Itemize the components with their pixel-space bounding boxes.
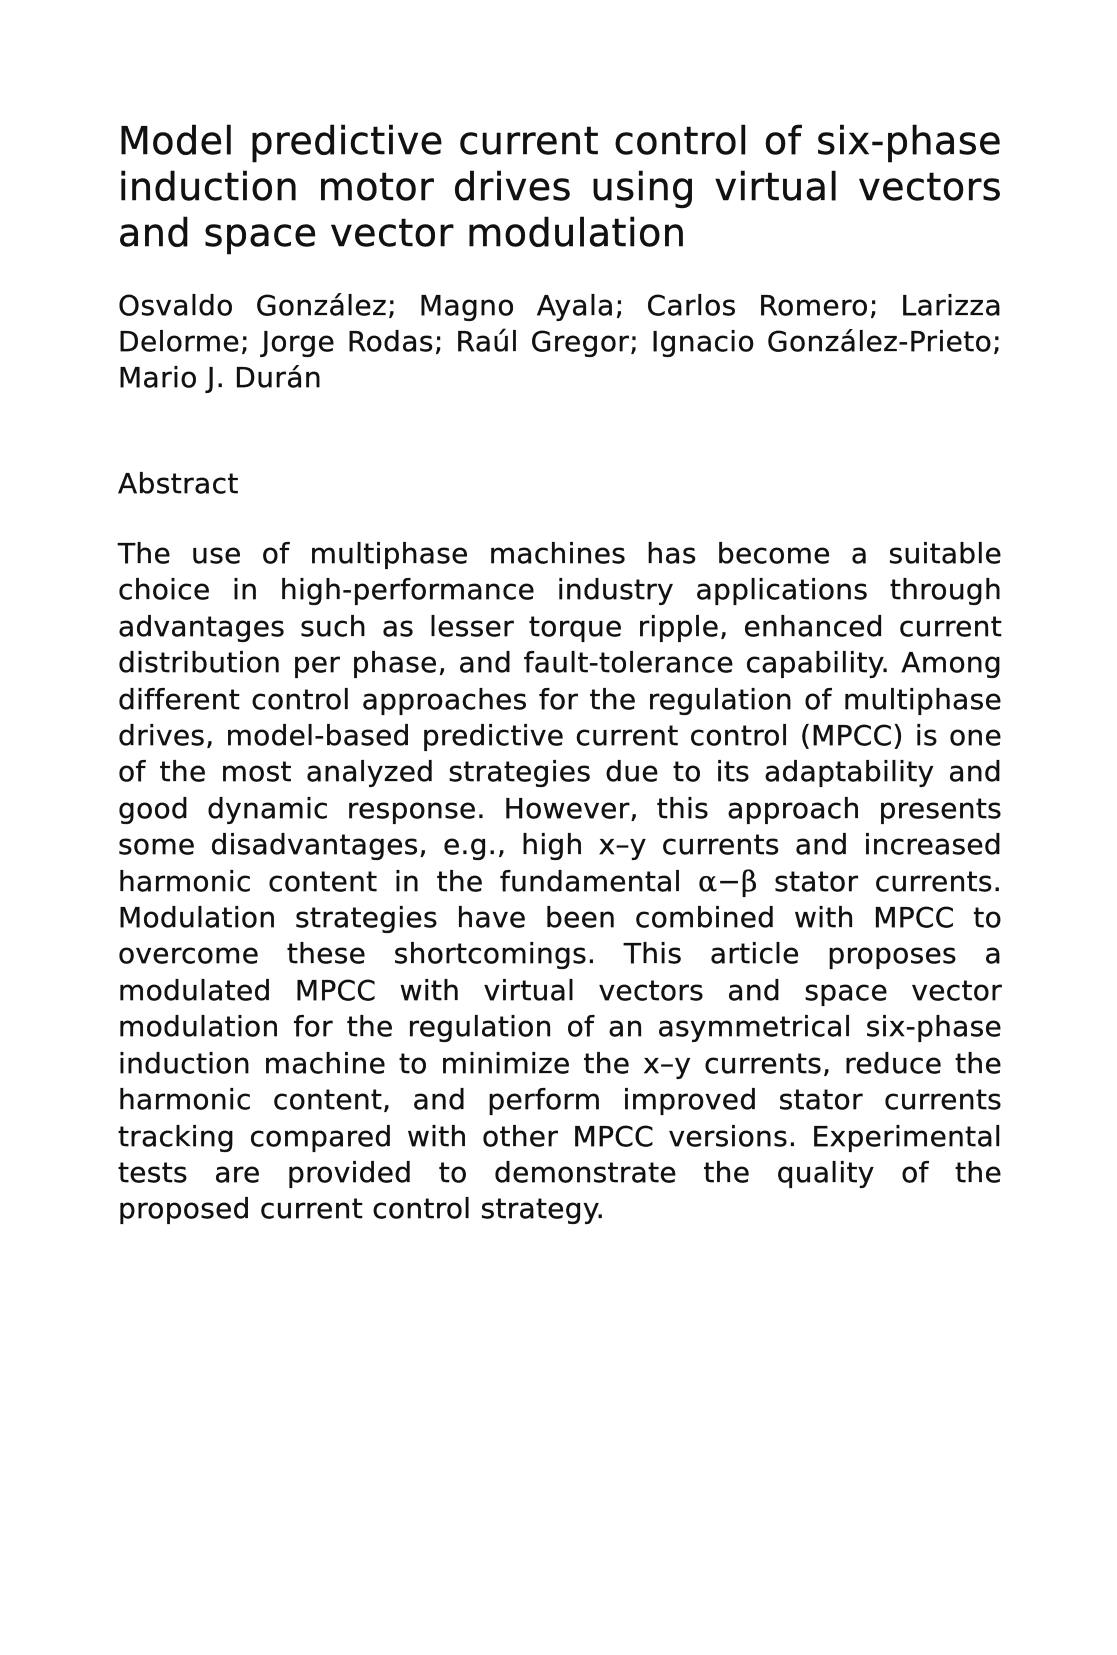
abstract-text-part-2: stator currents. Modulation strategies have been combined with MPCC to overcome these shortcomings. This article proposes a modulated MPCC with virtual vectors and space vector modulation for the regulation of an asymmetrical six-phase induction machine to minimize the x–y currents, reduce the harmonic content, and perform improved stator currents tracking compared with other MPCC versions. Experimental tests are provided to demonstrate the quality of the proposed current control strategy.	[118, 864, 1002, 1226]
abstract-body	[118, 536, 1002, 1228]
abstract-heading: Abstract	[118, 467, 239, 500]
paper-page	[118, 118, 1002, 1256]
alpha-beta-symbol: α−β	[698, 864, 758, 898]
paper-title: Model predictive current control of six-phase induction motor drives using virtual vectors and space vector modulation	[118, 119, 1002, 255]
abstract-text-part-1: The use of multiphase machines has become a suitable choice in high-performance industry applications through advantages such as lesser torque ripple, enhanced current distribution per phase, and fault-tolerance capability. Among different control approaches for the regulation of multiphase drives, model-based predictive current control (MPCC) is one of the most analyzed strategies due to its adaptability and good dynamic response. However, this approach presents some disadvantages, e.g., high x–y currents and increased harmonic content in the fundamental	[118, 537, 1002, 898]
author-list: Osvaldo González; Magno Ayala; Carlos Romero; Larizza Delorme; Jorge Rodas; Raúl Gregor; Ignacio González-Prieto; Mario J. Durán	[118, 289, 1002, 394]
